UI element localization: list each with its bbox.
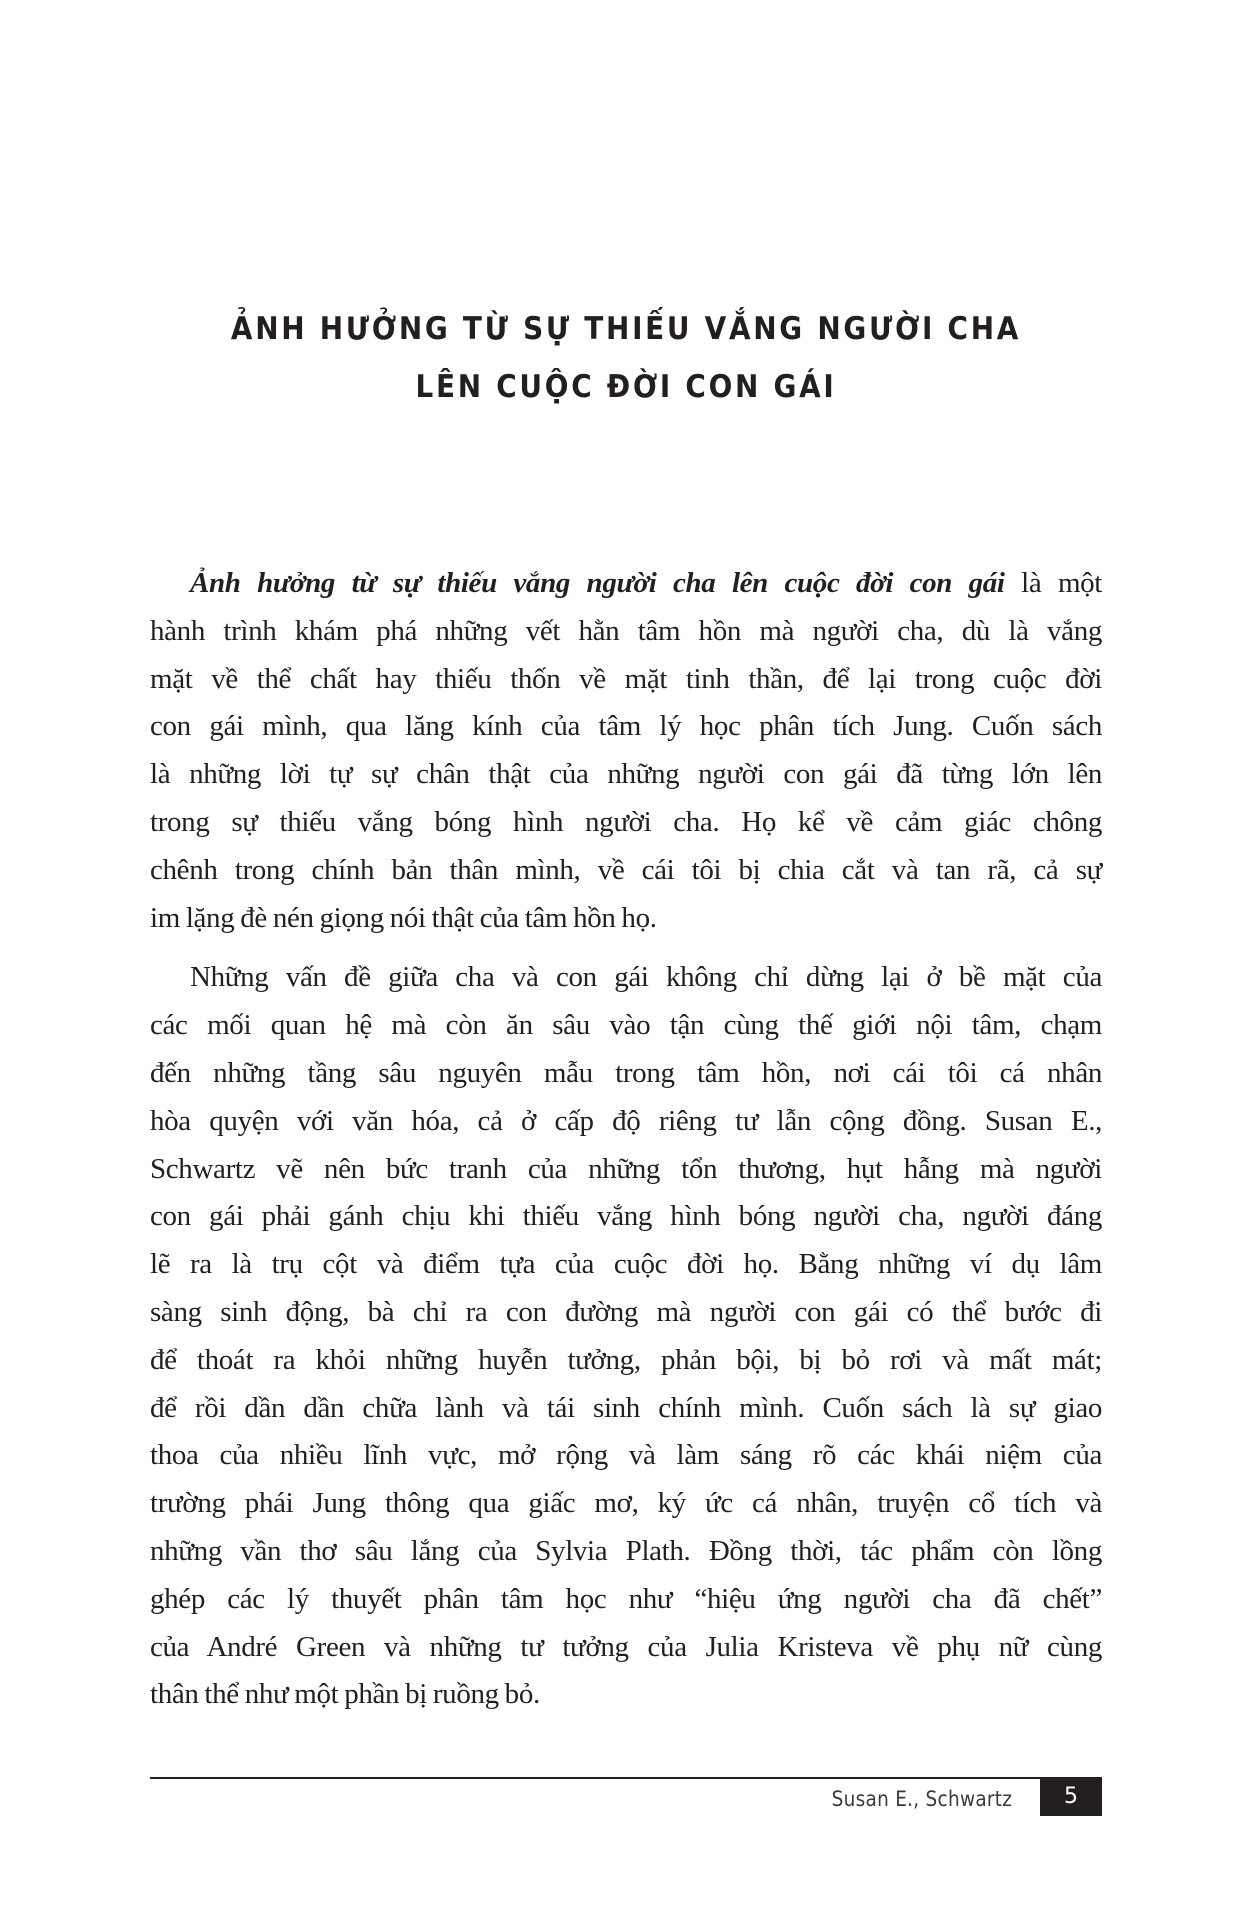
- text-line: của André Green và những tư tưởng của Julia Kristeva về phụ nữ cùng: [150, 1630, 1102, 1663]
- text-line: những vần thơ sâu lắng của Sylvia Plath. Đồng thời, tác phẩm còn lồng: [150, 1534, 1102, 1567]
- text-line: là những lời tự sự chân thật của những người con gái đã từng lớn lên: [150, 758, 1102, 791]
- text-line: chênh trong chính bản thân mình, về cái tôi bị chia cắt và tan rã, cả sự: [150, 853, 1102, 886]
- text-line: hành trình khám phá những vết hằn tâm hồn mà người cha, dù là vắng: [150, 614, 1102, 647]
- text-line: con gái mình, qua lăng kính của tâm lý học phân tích Jung. Cuốn sách: [150, 710, 1102, 743]
- text-line: im lặng đè nén giọng nói thật của tâm hồn họ.: [150, 901, 657, 934]
- text-line: hòa quyện với văn hóa, cả ở cấp độ riêng tư lẫn cộng đồng. Susan E.,: [150, 1104, 1102, 1137]
- text-line: [150, 560, 1102, 608]
- page-number: 5: [1040, 1777, 1102, 1816]
- text-line: để rồi dần dần chữa lành và tái sinh chính mình. Cuốn sách là sự giao: [150, 1391, 1102, 1424]
- body-text: [150, 560, 1102, 1731]
- text-line: trường phái Jung thông qua giấc mơ, ký ức cá nhân, truyện cổ tích và: [150, 1487, 1102, 1520]
- chapter-title: [198, 300, 1055, 416]
- text-line: lẽ ra là trụ cột và điểm tựa của cuộc đời họ. Bằng những ví dụ lâm: [150, 1248, 1102, 1281]
- text-line: sàng sinh động, bà chỉ ra con đường mà người con gái có thể bước đi: [150, 1295, 1102, 1328]
- text-line: ghép các lý thuyết phân tâm học như “hiệu ứng người cha đã chết”: [150, 1582, 1102, 1615]
- text-line: các mối quan hệ mà còn ăn sâu vào tận cùng thế giới nội tâm, chạm: [150, 1009, 1102, 1042]
- text-line: con gái phải gánh chịu khi thiếu vắng hình bóng người cha, người đáng: [150, 1200, 1102, 1233]
- paragraph-1: [150, 560, 1102, 942]
- text-line: Schwartz vẽ nên bức tranh của những tổn thương, hụt hẫng mà người: [150, 1152, 1102, 1185]
- chapter-title-line-2: LÊN CUỘC ĐỜI CON GÁI: [415, 369, 837, 405]
- text-line: để thoát ra khỏi những huyễn tưởng, phản bội, bị bỏ rơi và mất mát;: [150, 1343, 1102, 1376]
- chapter-title-line-1: ẢNH HƯỞNG TỪ SỰ THIẾU VẮNG NGƯỜI CHA: [230, 311, 1022, 347]
- text-line: thân thể như một phần bị ruồng bỏ.: [150, 1678, 540, 1711]
- book-title-emphasis: Ảnh hưởng từ sự thiếu vắng người cha lên cuộc đời con gái: [190, 567, 1005, 599]
- text-line: trong sự thiếu vắng bóng hình người cha. Họ kể về cảm giác chông: [150, 805, 1102, 838]
- paragraph-2: [150, 954, 1102, 1719]
- running-footer-author: Susan E., Schwartz: [831, 1787, 1012, 1811]
- text-line: đến những tầng sâu nguyên mẫu trong tâm hồn, nơi cái tôi cá nhân: [150, 1056, 1102, 1089]
- footer-divider: [150, 1777, 1040, 1779]
- text-line: Những vấn đề giữa cha và con gái không chỉ dừng lại ở bề mặt của: [190, 961, 1102, 994]
- text-line: thoa của nhiều lĩnh vực, mở rộng và làm sáng rõ các khái niệm của: [150, 1439, 1102, 1472]
- text-line: mặt về thể chất hay thiếu thốn về mặt tinh thần, để lại trong cuộc đời: [150, 662, 1102, 695]
- text-span: là một: [1004, 567, 1103, 599]
